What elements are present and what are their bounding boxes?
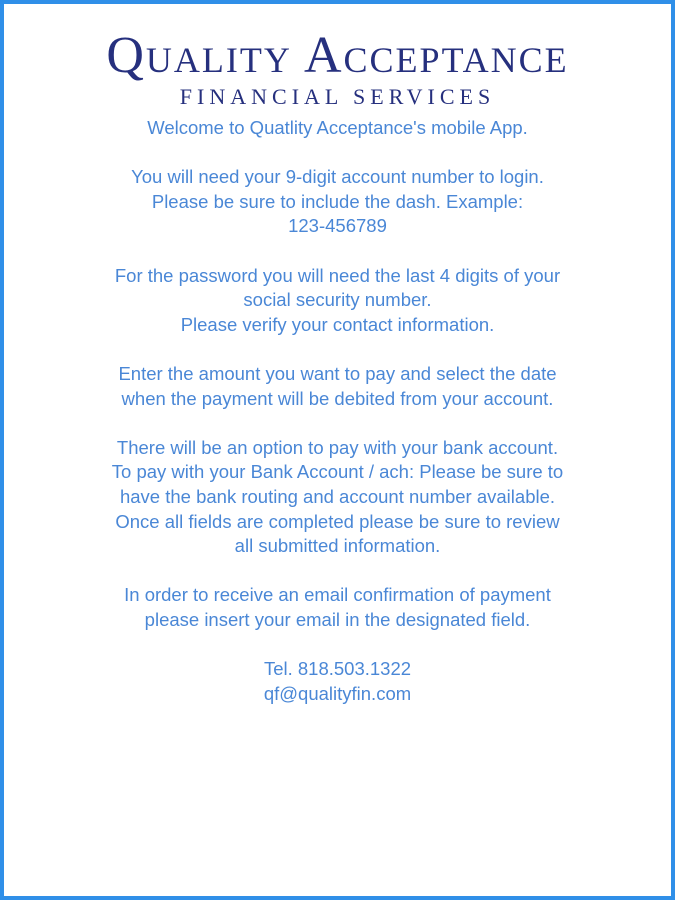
payment-amount-text: Enter the amount you want to pay and select the date	[118, 362, 557, 384]
review-text: Once all fields are completed please be sure to review	[115, 510, 560, 532]
welcome-text: Welcome to Quatlity Acceptance's mobile App.	[147, 117, 528, 138]
company-logo	[4, 26, 671, 110]
logo-company-name: Quality Acceptance	[106, 27, 569, 84]
account-number-text: Please be sure to include the dash. Example:	[151, 190, 524, 212]
contact-info-text: Please verify your contact information.	[180, 313, 495, 335]
account-number-example: 123-456789	[288, 215, 387, 237]
password-text: social security number.	[243, 289, 432, 311]
review-text: all submitted information.	[234, 535, 441, 557]
email-confirmation-text: please insert your email in the designated field.	[144, 608, 531, 630]
account-number-text: You will need your 9-digit account number to login.	[131, 166, 544, 188]
bank-account-text: To pay with your Bank Account / ach: Please be sure to	[111, 461, 564, 483]
bank-account-text: There will be an option to pay with your bank account.	[116, 436, 559, 458]
password-text: For the password you will need the last 4 digits of your	[114, 264, 561, 286]
payment-amount-text: when the payment will be debited from your account.	[121, 387, 554, 409]
bank-account-text: have the bank routing and account number available.	[119, 485, 556, 507]
email-confirmation-text: In order to receive an email confirmation of payment	[124, 584, 551, 606]
logo-tagline: FINANCIAL SERVICES	[179, 84, 496, 109]
email-address: qf@qualityfin.com	[263, 682, 412, 704]
phone-number: Tel. 818.503.1322	[263, 658, 412, 680]
instructions-text	[4, 116, 671, 706]
